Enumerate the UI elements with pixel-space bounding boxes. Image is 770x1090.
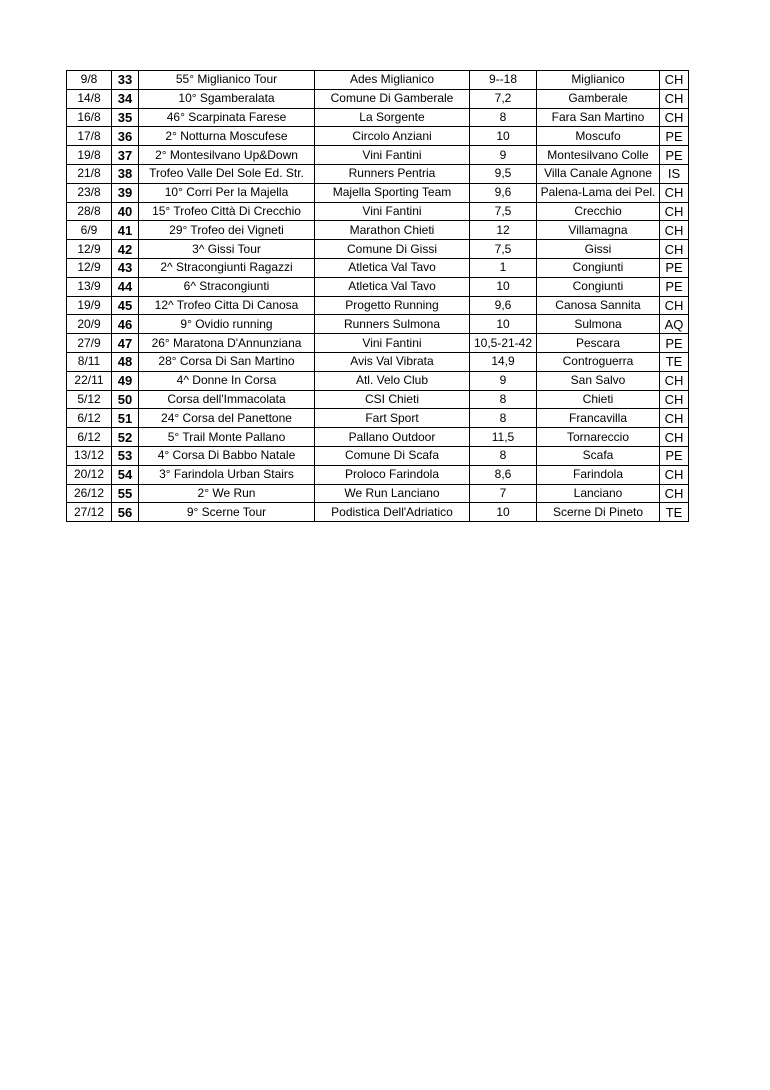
event-name: 26° Maratona D'Annunziana (139, 334, 315, 353)
event-date: 13/12 (67, 446, 112, 465)
event-province: CH (660, 221, 689, 240)
event-distance: 8 (470, 390, 537, 409)
event-province: PE (660, 446, 689, 465)
event-organizer: Comune Di Scafa (315, 446, 470, 465)
event-date: 19/8 (67, 146, 112, 165)
event-number: 33 (112, 71, 139, 90)
event-organizer: Fart Sport (315, 409, 470, 428)
event-number: 36 (112, 127, 139, 146)
table-row (67, 127, 689, 146)
event-name: 29° Trofeo dei Vigneti (139, 221, 315, 240)
event-date: 27/12 (67, 503, 112, 522)
event-name: Trofeo Valle Del Sole Ed. Str. (139, 164, 315, 183)
event-province: IS (660, 164, 689, 183)
event-location: Miglianico (537, 71, 660, 90)
event-distance: 14,9 (470, 352, 537, 371)
event-date: 17/8 (67, 127, 112, 146)
event-organizer: Pallano Outdoor (315, 428, 470, 447)
table-row (67, 221, 689, 240)
event-location: Scerne Di Pineto (537, 503, 660, 522)
event-date: 20/9 (67, 315, 112, 334)
event-date: 27/9 (67, 334, 112, 353)
event-province: CH (660, 465, 689, 484)
event-name: 55° Miglianico Tour (139, 71, 315, 90)
event-date: 12/9 (67, 240, 112, 259)
event-location: Farindola (537, 465, 660, 484)
event-number: 44 (112, 277, 139, 296)
event-location: Lanciano (537, 484, 660, 503)
event-name: 3° Farindola Urban Stairs (139, 465, 315, 484)
table-row (67, 465, 689, 484)
event-province: PE (660, 277, 689, 296)
event-date: 22/11 (67, 371, 112, 390)
event-province: TE (660, 352, 689, 371)
event-location: Canosa Sannita (537, 296, 660, 315)
event-distance: 10 (470, 315, 537, 334)
event-location: Moscufo (537, 127, 660, 146)
event-province: PE (660, 127, 689, 146)
event-organizer: CSI Chieti (315, 390, 470, 409)
event-organizer: La Sorgente (315, 108, 470, 127)
event-organizer: Circolo Anziani (315, 127, 470, 146)
event-location: Crecchio (537, 202, 660, 221)
table-row (67, 258, 689, 277)
table-row (67, 334, 689, 353)
event-number: 56 (112, 503, 139, 522)
event-organizer: Vini Fantini (315, 202, 470, 221)
event-name: 2^ Stracongiunti Ragazzi (139, 258, 315, 277)
table-row (67, 428, 689, 447)
event-date: 23/8 (67, 183, 112, 202)
event-province: CH (660, 202, 689, 221)
event-distance: 10 (470, 127, 537, 146)
event-distance: 11,5 (470, 428, 537, 447)
event-province: PE (660, 334, 689, 353)
event-distance: 10 (470, 503, 537, 522)
event-distance: 9--18 (470, 71, 537, 90)
event-distance: 9 (470, 371, 537, 390)
event-organizer: Avis Val Vibrata (315, 352, 470, 371)
event-name: 6^ Stracongiunti (139, 277, 315, 296)
event-name: 28° Corsa Di San Martino (139, 352, 315, 371)
event-organizer: Ades Miglianico (315, 71, 470, 90)
event-organizer: We Run Lanciano (315, 484, 470, 503)
event-number: 54 (112, 465, 139, 484)
table-row (67, 446, 689, 465)
event-distance: 8 (470, 409, 537, 428)
event-name: 10° Corri Per la Majella (139, 183, 315, 202)
event-location: Chieti (537, 390, 660, 409)
table-row (67, 503, 689, 522)
event-name: 2° Notturna Moscufese (139, 127, 315, 146)
event-distance: 9,5 (470, 164, 537, 183)
event-date: 9/8 (67, 71, 112, 90)
event-date: 5/12 (67, 390, 112, 409)
event-organizer: Podistica Dell'Adriatico (315, 503, 470, 522)
event-location: Palena-Lama dei Pel. (537, 183, 660, 202)
event-distance: 7,2 (470, 89, 537, 108)
event-organizer: Runners Pentria (315, 164, 470, 183)
event-name: 15° Trofeo Città Di Crecchio (139, 202, 315, 221)
event-number: 47 (112, 334, 139, 353)
event-number: 45 (112, 296, 139, 315)
event-location: Pescara (537, 334, 660, 353)
event-organizer: Comune Di Gamberale (315, 89, 470, 108)
event-province: CH (660, 71, 689, 90)
event-location: Gissi (537, 240, 660, 259)
event-name: 9° Ovidio running (139, 315, 315, 334)
event-province: CH (660, 296, 689, 315)
event-number: 52 (112, 428, 139, 447)
table-row (67, 296, 689, 315)
event-number: 34 (112, 89, 139, 108)
event-province: CH (660, 108, 689, 127)
event-name: 4^ Donne In Corsa (139, 371, 315, 390)
event-date: 6/12 (67, 409, 112, 428)
event-name: 2° We Run (139, 484, 315, 503)
event-name: 2° Montesilvano Up&Down (139, 146, 315, 165)
event-distance: 9,6 (470, 183, 537, 202)
event-date: 8/11 (67, 352, 112, 371)
event-date: 14/8 (67, 89, 112, 108)
event-province: CH (660, 371, 689, 390)
event-number: 43 (112, 258, 139, 277)
table-row (67, 409, 689, 428)
event-number: 50 (112, 390, 139, 409)
event-date: 6/12 (67, 428, 112, 447)
event-number: 41 (112, 221, 139, 240)
event-distance: 10 (470, 277, 537, 296)
event-distance: 8 (470, 108, 537, 127)
event-date: 19/9 (67, 296, 112, 315)
event-location: Congiunti (537, 277, 660, 296)
event-location: Scafa (537, 446, 660, 465)
event-name: 10° Sgamberalata (139, 89, 315, 108)
event-distance: 9 (470, 146, 537, 165)
event-location: Gamberale (537, 89, 660, 108)
event-distance: 7 (470, 484, 537, 503)
event-number: 53 (112, 446, 139, 465)
event-organizer: Runners Sulmona (315, 315, 470, 334)
event-location: Villamagna (537, 221, 660, 240)
event-province: CH (660, 390, 689, 409)
event-organizer: Comune Di Gissi (315, 240, 470, 259)
event-number: 49 (112, 371, 139, 390)
event-province: CH (660, 484, 689, 503)
event-name: 46° Scarpinata Farese (139, 108, 315, 127)
event-province: CH (660, 240, 689, 259)
event-number: 40 (112, 202, 139, 221)
event-date: 20/12 (67, 465, 112, 484)
table-row (67, 315, 689, 334)
event-date: 28/8 (67, 202, 112, 221)
event-location: Francavilla (537, 409, 660, 428)
event-number: 37 (112, 146, 139, 165)
event-province: TE (660, 503, 689, 522)
event-location: San Salvo (537, 371, 660, 390)
event-location: Controguerra (537, 352, 660, 371)
table-row (67, 164, 689, 183)
event-location: Sulmona (537, 315, 660, 334)
event-province: CH (660, 409, 689, 428)
event-location: Congiunti (537, 258, 660, 277)
event-number: 55 (112, 484, 139, 503)
event-organizer: Progetto Running (315, 296, 470, 315)
event-number: 48 (112, 352, 139, 371)
event-number: 38 (112, 164, 139, 183)
table-row (67, 146, 689, 165)
event-date: 16/8 (67, 108, 112, 127)
table-row (67, 108, 689, 127)
table-row (67, 202, 689, 221)
event-province: AQ (660, 315, 689, 334)
event-distance: 7,5 (470, 202, 537, 221)
table-row (67, 352, 689, 371)
event-organizer: Proloco Farindola (315, 465, 470, 484)
event-distance: 8,6 (470, 465, 537, 484)
table-row (67, 71, 689, 90)
event-number: 46 (112, 315, 139, 334)
event-name: 3^ Gissi Tour (139, 240, 315, 259)
event-date: 6/9 (67, 221, 112, 240)
event-province: PE (660, 258, 689, 277)
event-name: 4° Corsa Di Babbo Natale (139, 446, 315, 465)
event-distance: 10,5-21-42 (470, 334, 537, 353)
event-name: Corsa dell'Immacolata (139, 390, 315, 409)
race-calendar-table (66, 70, 689, 522)
event-name: 9° Scerne Tour (139, 503, 315, 522)
event-distance: 1 (470, 258, 537, 277)
event-date: 12/9 (67, 258, 112, 277)
event-province: CH (660, 89, 689, 108)
race-calendar-body (67, 71, 689, 522)
event-distance: 8 (470, 446, 537, 465)
table-row (67, 277, 689, 296)
table-row (67, 484, 689, 503)
event-organizer: Atletica Val Tavo (315, 258, 470, 277)
event-number: 39 (112, 183, 139, 202)
event-location: Villa Canale Agnone (537, 164, 660, 183)
event-distance: 7,5 (470, 240, 537, 259)
event-organizer: Atletica Val Tavo (315, 277, 470, 296)
table-row (67, 371, 689, 390)
event-location: Fara San Martino (537, 108, 660, 127)
event-organizer: Vini Fantini (315, 146, 470, 165)
table-row (67, 390, 689, 409)
event-distance: 9,6 (470, 296, 537, 315)
event-name: 12^ Trofeo Citta Di Canosa (139, 296, 315, 315)
table-row (67, 183, 689, 202)
event-organizer: Marathon Chieti (315, 221, 470, 240)
event-location: Tornareccio (537, 428, 660, 447)
table-row (67, 89, 689, 108)
event-number: 35 (112, 108, 139, 127)
event-date: 26/12 (67, 484, 112, 503)
event-date: 13/9 (67, 277, 112, 296)
event-number: 51 (112, 409, 139, 428)
event-location: Montesilvano Colle (537, 146, 660, 165)
event-organizer: Atl. Velo Club (315, 371, 470, 390)
event-organizer: Majella Sporting Team (315, 183, 470, 202)
table-row (67, 240, 689, 259)
event-province: PE (660, 146, 689, 165)
event-province: CH (660, 428, 689, 447)
event-name: 24° Corsa del Panettone (139, 409, 315, 428)
event-name: 5° Trail Monte Pallano (139, 428, 315, 447)
event-date: 21/8 (67, 164, 112, 183)
event-province: CH (660, 183, 689, 202)
event-distance: 12 (470, 221, 537, 240)
event-number: 42 (112, 240, 139, 259)
event-organizer: Vini Fantini (315, 334, 470, 353)
